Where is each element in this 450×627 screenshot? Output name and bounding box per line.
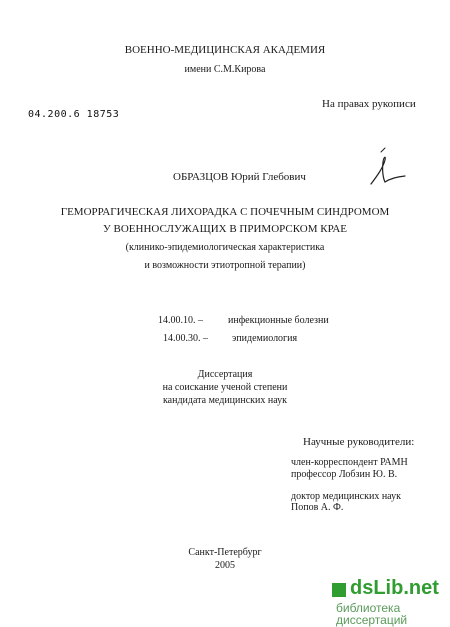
title-subtitle-1: (клинико-эпидемиологическая характеристика [125,242,325,253]
rights-note: На правах рукописи [322,98,416,110]
watermark-logo: dsLib.net [350,577,439,599]
specialty-code-1: 14.00.10. – [158,315,203,326]
supervisor-1-name: профессор Лобзин Ю. В. [291,469,398,480]
academy-name: ВОЕННО-МЕДИЦИНСКАЯ АКАДЕМИЯ [124,44,326,56]
watermark-square-icon [332,583,346,597]
title-line-2: У ВОЕННОСЛУЖАЩИХ В ПРИМОРСКОМ КРАЕ [102,223,347,235]
supervisors-heading: Научные руководители: [303,436,415,448]
footer-year: 2005 [215,560,235,571]
dissertation-label: Диссертация [197,369,253,380]
academy-named-after: имени С.М.Кирова [184,64,266,75]
dissertation-degree-line: на соискание ученой степени [162,382,288,393]
specialty-code-2: 14.00.30. – [163,333,208,344]
title-line-1: ГЕМОРРАГИЧЕСКАЯ ЛИХОРАДКА С ПОЧЕЧНЫМ СИНДРОМОМ [60,206,390,218]
title-subtitle-2: и возможности этиотропной терапии) [144,260,306,271]
supervisor-2-name: Попов А. Ф. [291,502,344,513]
specialty-name-1: инфекционные болезни [228,315,329,326]
author-name: ОБРАЗЦОВ Юрий Глебович [173,171,306,183]
dissertation-degree-name: кандидата медицинских наук [162,395,288,406]
supervisor-2-title: доктор медицинских наук [291,491,401,502]
watermark-tagline: библиотека диссертаций [336,601,408,627]
footer-city: Санкт-Петербург [188,547,262,558]
signature-icon [365,146,420,191]
specialty-name-2: эпидемиология [232,333,298,344]
supervisor-1-title: член-корреспондент РАМН [291,457,408,468]
library-stamp-number: 04.200.6 18753 [28,109,120,120]
